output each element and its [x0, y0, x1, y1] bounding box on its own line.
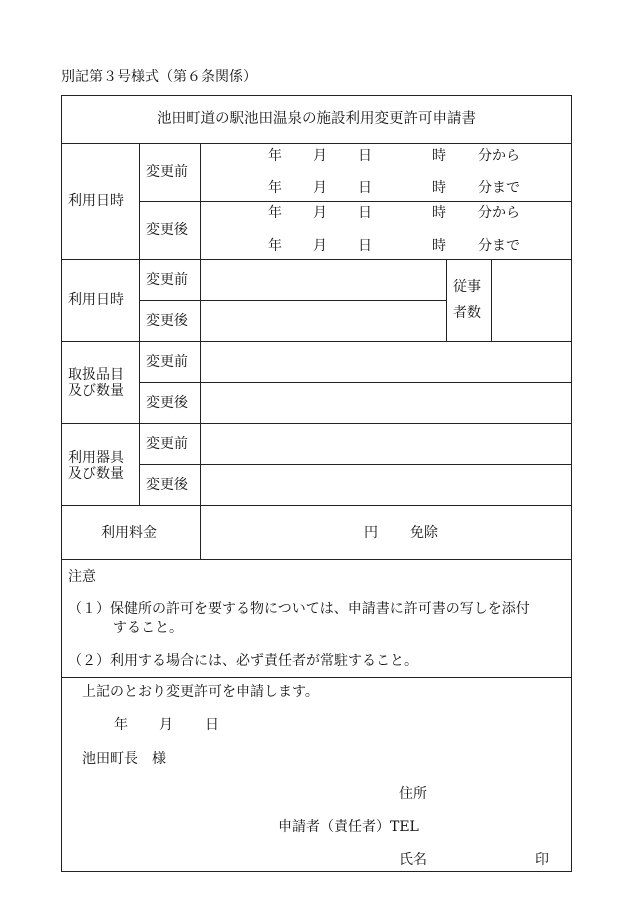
s1-b-to-min: 分まで: [478, 180, 520, 196]
application-statement: 上記のとおり変更許可を申請します。: [82, 684, 319, 700]
rule-staff-left: [446, 259, 447, 341]
name-label: 氏名: [399, 852, 427, 868]
s1-a-to-year: 年: [268, 238, 282, 254]
s2-staff-label-2: 者数: [453, 305, 481, 321]
s1-b-from-hour: 時: [432, 148, 446, 164]
s1-a-to-hour: 時: [432, 238, 446, 254]
applicant-label: 申請者（責任者）TEL: [278, 819, 419, 835]
rule-s2-mid: [139, 300, 446, 301]
s1-before-label: 変更前: [146, 164, 188, 180]
form-title: 池田町道の駅池田温泉の施設利用変更許可申請書: [157, 111, 476, 127]
note-1-line-2: すること。: [113, 620, 183, 636]
fee-yen: 円: [364, 525, 378, 541]
s4-label-1: 利用器具: [68, 450, 124, 466]
s2-staff-label-1: 従事: [453, 279, 481, 295]
s1-a-from-day: 日: [358, 205, 372, 221]
s1-a-to-day: 日: [358, 238, 372, 254]
application-month: 月: [159, 717, 173, 733]
note-2: （２）利用する場合には、必ず責任者が常駐すること。: [68, 653, 418, 669]
rule-fee-bottom: [61, 559, 572, 560]
rule-s3-mid: [139, 382, 572, 383]
s3-label-2: 及び数量: [68, 383, 124, 399]
s1-a-from-year: 年: [268, 205, 282, 221]
rule-notes-bottom: [61, 677, 572, 678]
rule-s1-mid: [139, 201, 572, 202]
s1-b-to-hour: 時: [432, 180, 446, 196]
note-1-line-1: （１）保健所の許可を要する物については、申請書に許可書の写しを添付: [68, 601, 530, 617]
s2-label: 利用日時: [68, 292, 124, 308]
s4-before-label: 変更前: [146, 436, 188, 452]
rule-s4-bottom: [61, 505, 572, 506]
s1-b-to-month: 月: [313, 180, 327, 196]
s1-a-from-hour: 時: [432, 205, 446, 221]
rule-s2-bottom: [61, 341, 572, 342]
s1-b-from-month: 月: [313, 148, 327, 164]
s2-after-label: 変更後: [146, 313, 188, 329]
s1-b-from-day: 日: [358, 148, 372, 164]
address-label: 住所: [399, 786, 427, 802]
rule-s1-bottom: [61, 259, 572, 260]
s3-label-1: 取扱品目: [68, 367, 124, 383]
s1-a-to-month: 月: [313, 238, 327, 254]
rule-s4-mid: [139, 464, 572, 465]
rule-col1: [139, 143, 140, 505]
fee-label: 利用料金: [101, 525, 157, 541]
s3-before-label: 変更前: [146, 354, 188, 370]
rule-s3-bottom: [61, 423, 572, 424]
s1-b-from-year: 年: [268, 148, 282, 164]
rule-title-bottom: [61, 143, 572, 144]
notes-heading: 注意: [68, 569, 96, 585]
seal-mark: 印: [535, 852, 549, 868]
form-label: 別記第３号様式（第６条関係）: [61, 69, 257, 85]
fee-exempt: 免除: [410, 525, 438, 541]
s1-a-from-min: 分から: [478, 205, 520, 221]
rule-staff-right: [491, 259, 492, 341]
rule-col2: [200, 143, 201, 559]
s4-label-2: 及び数量: [68, 466, 124, 482]
addressee: 池田町長 様: [82, 751, 166, 767]
s4-after-label: 変更後: [146, 477, 188, 493]
s1-label: 利用日時: [68, 193, 124, 209]
s3-after-label: 変更後: [146, 395, 188, 411]
s2-before-label: 変更前: [146, 272, 188, 288]
s1-after-label: 変更後: [146, 222, 188, 238]
s1-b-to-year: 年: [268, 180, 282, 196]
s1-a-from-month: 月: [313, 205, 327, 221]
s1-b-from-min: 分から: [478, 148, 520, 164]
application-year: 年: [114, 717, 128, 733]
s1-a-to-min: 分まで: [478, 238, 520, 254]
s1-b-to-day: 日: [358, 180, 372, 196]
application-day: 日: [205, 717, 219, 733]
